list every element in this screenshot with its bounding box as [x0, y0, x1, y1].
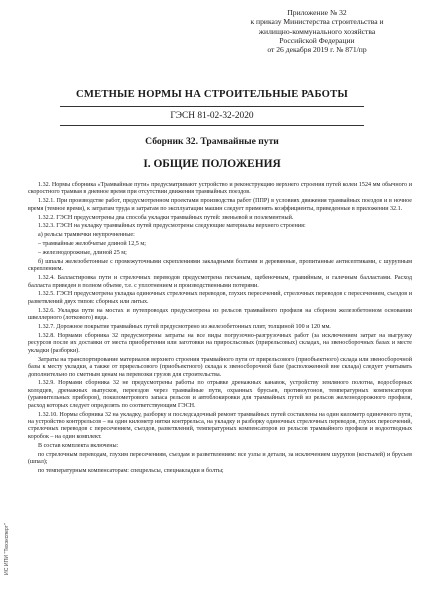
appendix-header	[222, 8, 412, 54]
appendix-ministry-line: жилищно-коммунального хозяйства	[258, 26, 376, 36]
paragraph-1-32-10: 1.32.10. Нормы сборника 32 на укладку, разборку и последсадочный ремонт трамвайных путей составлены на один километр одиночного пути, на устройство контррельсов – на один километр нитки контррельса, на укладку и разборку одиночных стрелочных переводов, глухих пересечений, стрелочных переводов с пересечением, съездов, разветвлений, температурных компенсаторов из рельсов трамвайного профиля и водоотводных коробок – на один комплект.	[28, 411, 412, 440]
appendix-country-line: Российской Федерации	[279, 35, 355, 45]
watermark-stamp: ИС ИПИ "Техэксперт"	[4, 523, 10, 575]
appendix-number: Приложение № 32	[287, 8, 347, 17]
paragraph-1-32-8: 1.32.8. Нормами сборника 32 предусмотрены затраты на все виды погрузочно-разгрузочных работ (за исключением затрат на выгрузку ресурсов после их доставки от места приобретения или заготовки на приросльсовых (прирельсовых) складах, на звеносборочных базах и месте укладки (разборки).	[28, 332, 412, 354]
appendix-order-line: к приказу Министерства строительства и	[250, 17, 384, 27]
collection-title: Сборник 32. Трамвайные пути	[145, 136, 279, 147]
list-item-railway-rails: – железнодорожные, длиной 25 м;	[38, 249, 127, 256]
paragraph-1-32-7: 1.32.7. Дорожное покрытие трамвайных путей предусмотрено из железобетонных плит, толщиной 100 и 120 мм.	[38, 324, 331, 330]
list-item-sleepers: б) шпалы железобетонные с промежуточными скреплениями закладными болтами и деревянные, пропитанные антисептиками, с шурупным скреплением.	[28, 258, 412, 273]
list-item-rails: а) рельсы трамвечки неупрочненные:	[38, 232, 135, 239]
paragraph-1-32-4: 1.32.4. Балластировка пути и стрелочных переводов предусмотрена песчаным, щебеночным, гравийным, и галечным балластами. Расход балласта приведен в полном объеме, т.е. с уплотнением и производственными потерями.	[28, 275, 412, 289]
norm-code: ГЭСН 81-02-32-2020	[170, 111, 254, 121]
appendix-date-line: от 26 декабря 2019 г. № 871/пр	[267, 45, 367, 55]
paragraph-kit-contents: В состав комплекта включены:	[38, 442, 119, 449]
title-divider-top	[60, 106, 364, 107]
paragraph-1-32-6: 1.32.6. Укладка пути на мостах и путепроводах предусмотрена из рельсов трамвайного профиля на сборном железобетонном основании швеллерного (лоткового) вида.	[28, 307, 412, 322]
paragraph-1-32-1: 1.32.1. При производстве работ, предусмотренном проектами производства работ (ППР) в условиях движения трамвайных поездов и в ночное время (темное время), к затратам труда и затратам по эксплуатации машин следует применять коэффициенты, приведенные в приложении 32.1.	[28, 198, 412, 212]
document-body	[28, 182, 412, 477]
paragraph-1-32: 1.32. Нормы сборника «Трамвайные пути» предусматривают устройство и реконструкцию верхнего строения путей колеи 1524 мм обычного и скоростного трамвая в дневное время при отсутствии движения трамвайных поездов.	[28, 182, 412, 196]
title-divider-bottom	[60, 125, 364, 126]
paragraph-1-32-2: 1.32.2. ГЭСН предусмотрены два способа укладки трамвайных путей: звеньевой и поэлементный.	[38, 214, 294, 221]
list-item-grooved-rails: – трамвайные желобчатые длиной 12,5 м;	[38, 241, 146, 248]
section-heading: I. ОБЩИЕ ПОЛОЖЕНИЯ	[143, 158, 281, 170]
paragraph-1-32-5: 1.32.5. ГЭСН предусмотрена укладка одиночных стрелочных переводов, глухих пересечений, стрелочных переводов с пересечением, съездов и разветвлений двух типов: сборных или литых.	[28, 291, 412, 305]
paragraph-1-32-9: 1.32.9. Нормами сборника 32 не предусмотрены работы по отрывке дренажных канавок, устройству земляного полотна, водосборных колодцев, дренажных выпусков, переездов через трамвайные пути, охранных брусьев, противоугонов, температурных компенсаторов (уравнительных приборов), покилометрового запаса рельсов и автоблокировки для трамвайных путей из рельсов железнодорожного профиля, расход которых следует определять по соответствующим ГЭСН.	[28, 380, 412, 409]
paragraph-1-32-3: 1.32.3. ГЭСН на укладку трамвайных путей предусмотрены следующие материалы верхнего строения:	[38, 223, 306, 230]
paragraph-kit-compensators: по температурным компенсаторам: спецрельсы, спецнакладки и болты;	[38, 467, 224, 474]
paragraph-transport-costs: Затраты на транспортирование материалов верхнего строения трамвайного пути от прирельсового (приобъектного) склада или звеносборочной базы к месту укладки, а также от прирельсового (приобъектного) склада к звеносборочной базе (расположенной вне склада) следует учитывать дополнительно по сметным ценам на перевозки грузов для строительства.	[28, 356, 412, 378]
paragraph-kit-switches: по стрелочным переводам, глухим пересечениям, съездам и разветвлениям: все узлы и детали, за исключением шурупов (костылей) и брусьев (шпал);	[28, 451, 412, 466]
document-title: СМЕТНЫЕ НОРМЫ НА СТРОИТЕЛЬНЫЕ РАБОТЫ	[76, 89, 348, 100]
